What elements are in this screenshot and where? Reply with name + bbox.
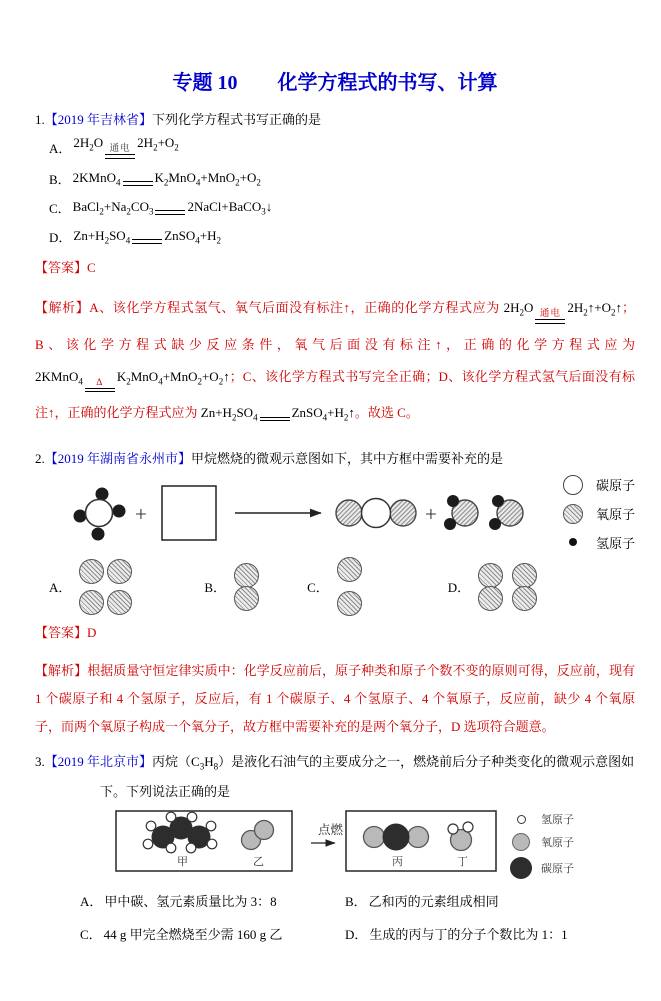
q3-stem [35, 749, 635, 805]
q2-stem-text: 甲烷燃烧的微观示意图如下，其中方框中需要补充的是 [191, 450, 504, 466]
option-label: C． [49, 201, 71, 216]
q2-source: 【2019 年湖南省永州市】 [44, 450, 192, 466]
q3-option-b [345, 891, 635, 912]
legend-label: 碳原子 [541, 863, 574, 876]
ignition-condition [299, 820, 343, 848]
option-text: 乙和丙的元素组成相同 [368, 894, 499, 910]
answer-label: 【答案】 [35, 260, 88, 275]
option-text: 44 g 甲完全燃烧至少需 160 g 乙 [103, 927, 283, 943]
propane-molecule [143, 813, 217, 854]
water-molecule [448, 822, 473, 851]
chemical-equation: $Zn+H_2SO_4$ $ZnSO_4+H_2$ [73, 227, 221, 246]
molecule-label-bing: 丙 [392, 856, 403, 869]
plus-sign: + [135, 501, 147, 526]
q3-number: 3. [35, 753, 45, 769]
worksheet-page [0, 66, 661, 945]
legend-label: 氢原子 [595, 535, 635, 551]
q3-legend [509, 811, 574, 879]
q2-number: 2. [35, 450, 45, 466]
methane-molecule [74, 487, 126, 540]
q3-reaction-diagram [115, 810, 635, 879]
option-label: A． [49, 580, 72, 596]
legend-row [560, 533, 635, 552]
methane-combustion-scheme [63, 473, 530, 551]
oxygen-atom-icon [563, 504, 583, 524]
answer-value: D [87, 624, 97, 640]
q3-option-a [80, 891, 345, 912]
carbon-atom-icon [510, 857, 532, 879]
legend-row [509, 857, 574, 879]
carbon-dioxide-molecule [364, 824, 429, 851]
molecule-label-jia: 甲 [177, 856, 188, 869]
q2-reaction-diagram [35, 473, 635, 552]
q1-source: 【2019 年吉林省】 [44, 112, 153, 127]
analysis-label: 【解析】 [35, 300, 90, 315]
legend-row [509, 833, 574, 851]
option-label: B． [204, 580, 227, 596]
q2-stem [35, 448, 635, 469]
option-label: A． [49, 140, 72, 156]
q1-analysis [35, 292, 635, 434]
chemical-equation: $BaCl_2+Na_2CO_3$ 2NaCl+BaCO$_3$↓ [72, 198, 273, 217]
legend-label: 氧原子 [541, 837, 574, 850]
q3-stem-text: 丙烷$(C_3H_8)$是液化石油气的主要成分之一，燃烧前后分子种类变化的微观示意图如下。下列说法正确的是 [100, 753, 635, 800]
legend-label: 氢原子 [541, 814, 574, 827]
q2-legend [560, 475, 635, 552]
two-oxygen-molecules [478, 563, 537, 611]
hydrogen-atom-icon [517, 815, 526, 824]
legend-row [560, 504, 635, 524]
water-molecule [489, 495, 523, 530]
analysis-label: 【解析】 [35, 662, 88, 678]
q2-answer-line [35, 622, 635, 644]
molecule-label-yi: 乙 [253, 856, 264, 869]
q2-options-row [35, 558, 635, 616]
q2-option-d [448, 563, 537, 611]
analysis-body: A、该化学方程式氢气、氧气后面没有标注↑，正确的化学方程式应为 $2H_2O$ 通电 $2H_2↑+O_2↑$；B、该化学方程式缺少反应条件，氧气后面没有标注↑，正确的化学方程式应为 2KMnO$_4$ Δ $K_2MnO_4+MnO_2+O_2↑$；C、该化学方程式书写完全正确；D、该化学方程式氢气后面没有标注↑，正确的化学方程式应为 $Zn+H_2SO_4$ $ZnSO_4+H_2↑$。故选 C。 [35, 300, 635, 423]
legend-label: 氧原子 [595, 507, 635, 523]
legend-row [560, 475, 635, 495]
one-oxygen-molecule [234, 563, 259, 611]
q2-analysis [35, 657, 635, 741]
q2-option-a [49, 559, 132, 615]
option-text: 甲中碳、氢元素质量比为 3：8 [104, 894, 277, 910]
carbon-dioxide-molecule [336, 498, 416, 527]
option-label: A． [80, 894, 103, 910]
legend-row [509, 811, 574, 827]
q2-option-c [307, 557, 362, 616]
empty-answer-box [162, 486, 216, 540]
option-label: D． [49, 230, 72, 245]
q1-stem [35, 109, 635, 130]
oxygen-molecule [242, 821, 274, 850]
option-label: C． [307, 580, 329, 596]
products-box [345, 810, 497, 872]
four-oxygen-atoms [79, 559, 132, 615]
two-oxygen-atoms [337, 557, 362, 616]
page-title: 专题 10 化学方程式的书写、计算 [172, 72, 498, 94]
chemical-equation: 2KMnO$_4$ $K_2MnO_4+MnO_2+O_2$ [72, 169, 261, 188]
chemical-equation: $2H_2O$ 通电 $2H_2+O_2$ [73, 135, 178, 159]
q1-option-a [49, 130, 635, 164]
molecule-label-ding: 丁 [457, 856, 468, 869]
small-arrow [309, 838, 343, 848]
reactants-box [115, 810, 293, 872]
q1-stem-text: 下列化学方程式书写正确的是 [152, 112, 322, 127]
option-label: B． [49, 172, 71, 187]
hydrogen-atom-icon [569, 538, 577, 546]
legend-label: 碳原子 [595, 478, 635, 494]
q1-number: 1. [35, 112, 45, 127]
analysis-body: 根据质量守恒定律实质中：化学反应前后，原子种类和原子个数不变的原则可得，反应前，现有 1 个碳原子和 4 个氢原子，反应后，有 1 个碳原子、4 个氢原子、4 个氧原子，反应前，缺少 4 个氧原子，而两个氧原子构成一个氧分子，故方框中需要补充的是两个氧分子，D 选项符合题意。 [35, 662, 635, 734]
answer-label: 【答案】 [35, 624, 88, 640]
q3-source: 【2019 年北京市】 [44, 753, 153, 769]
answer-value: C [87, 260, 96, 275]
water-molecule [444, 495, 478, 530]
oxygen-atom-icon [512, 833, 530, 851]
plus-sign: + [425, 501, 437, 526]
q2-option-b [204, 563, 259, 611]
q1-option-d [49, 222, 635, 251]
q1-answer-line [35, 257, 635, 279]
ignite-label: 点燃 [317, 823, 343, 838]
q1-option-c [49, 193, 635, 222]
option-label: D． [447, 580, 471, 596]
carbon-atom-icon [563, 475, 583, 495]
q3-options-grid [80, 891, 635, 945]
option-label: D． [345, 927, 368, 943]
option-text: 生成的丙与丁的分子个数比为 1：1 [369, 927, 568, 943]
option-label: B． [345, 894, 367, 910]
option-label: C． [80, 927, 102, 943]
q1-option-b [49, 164, 635, 193]
